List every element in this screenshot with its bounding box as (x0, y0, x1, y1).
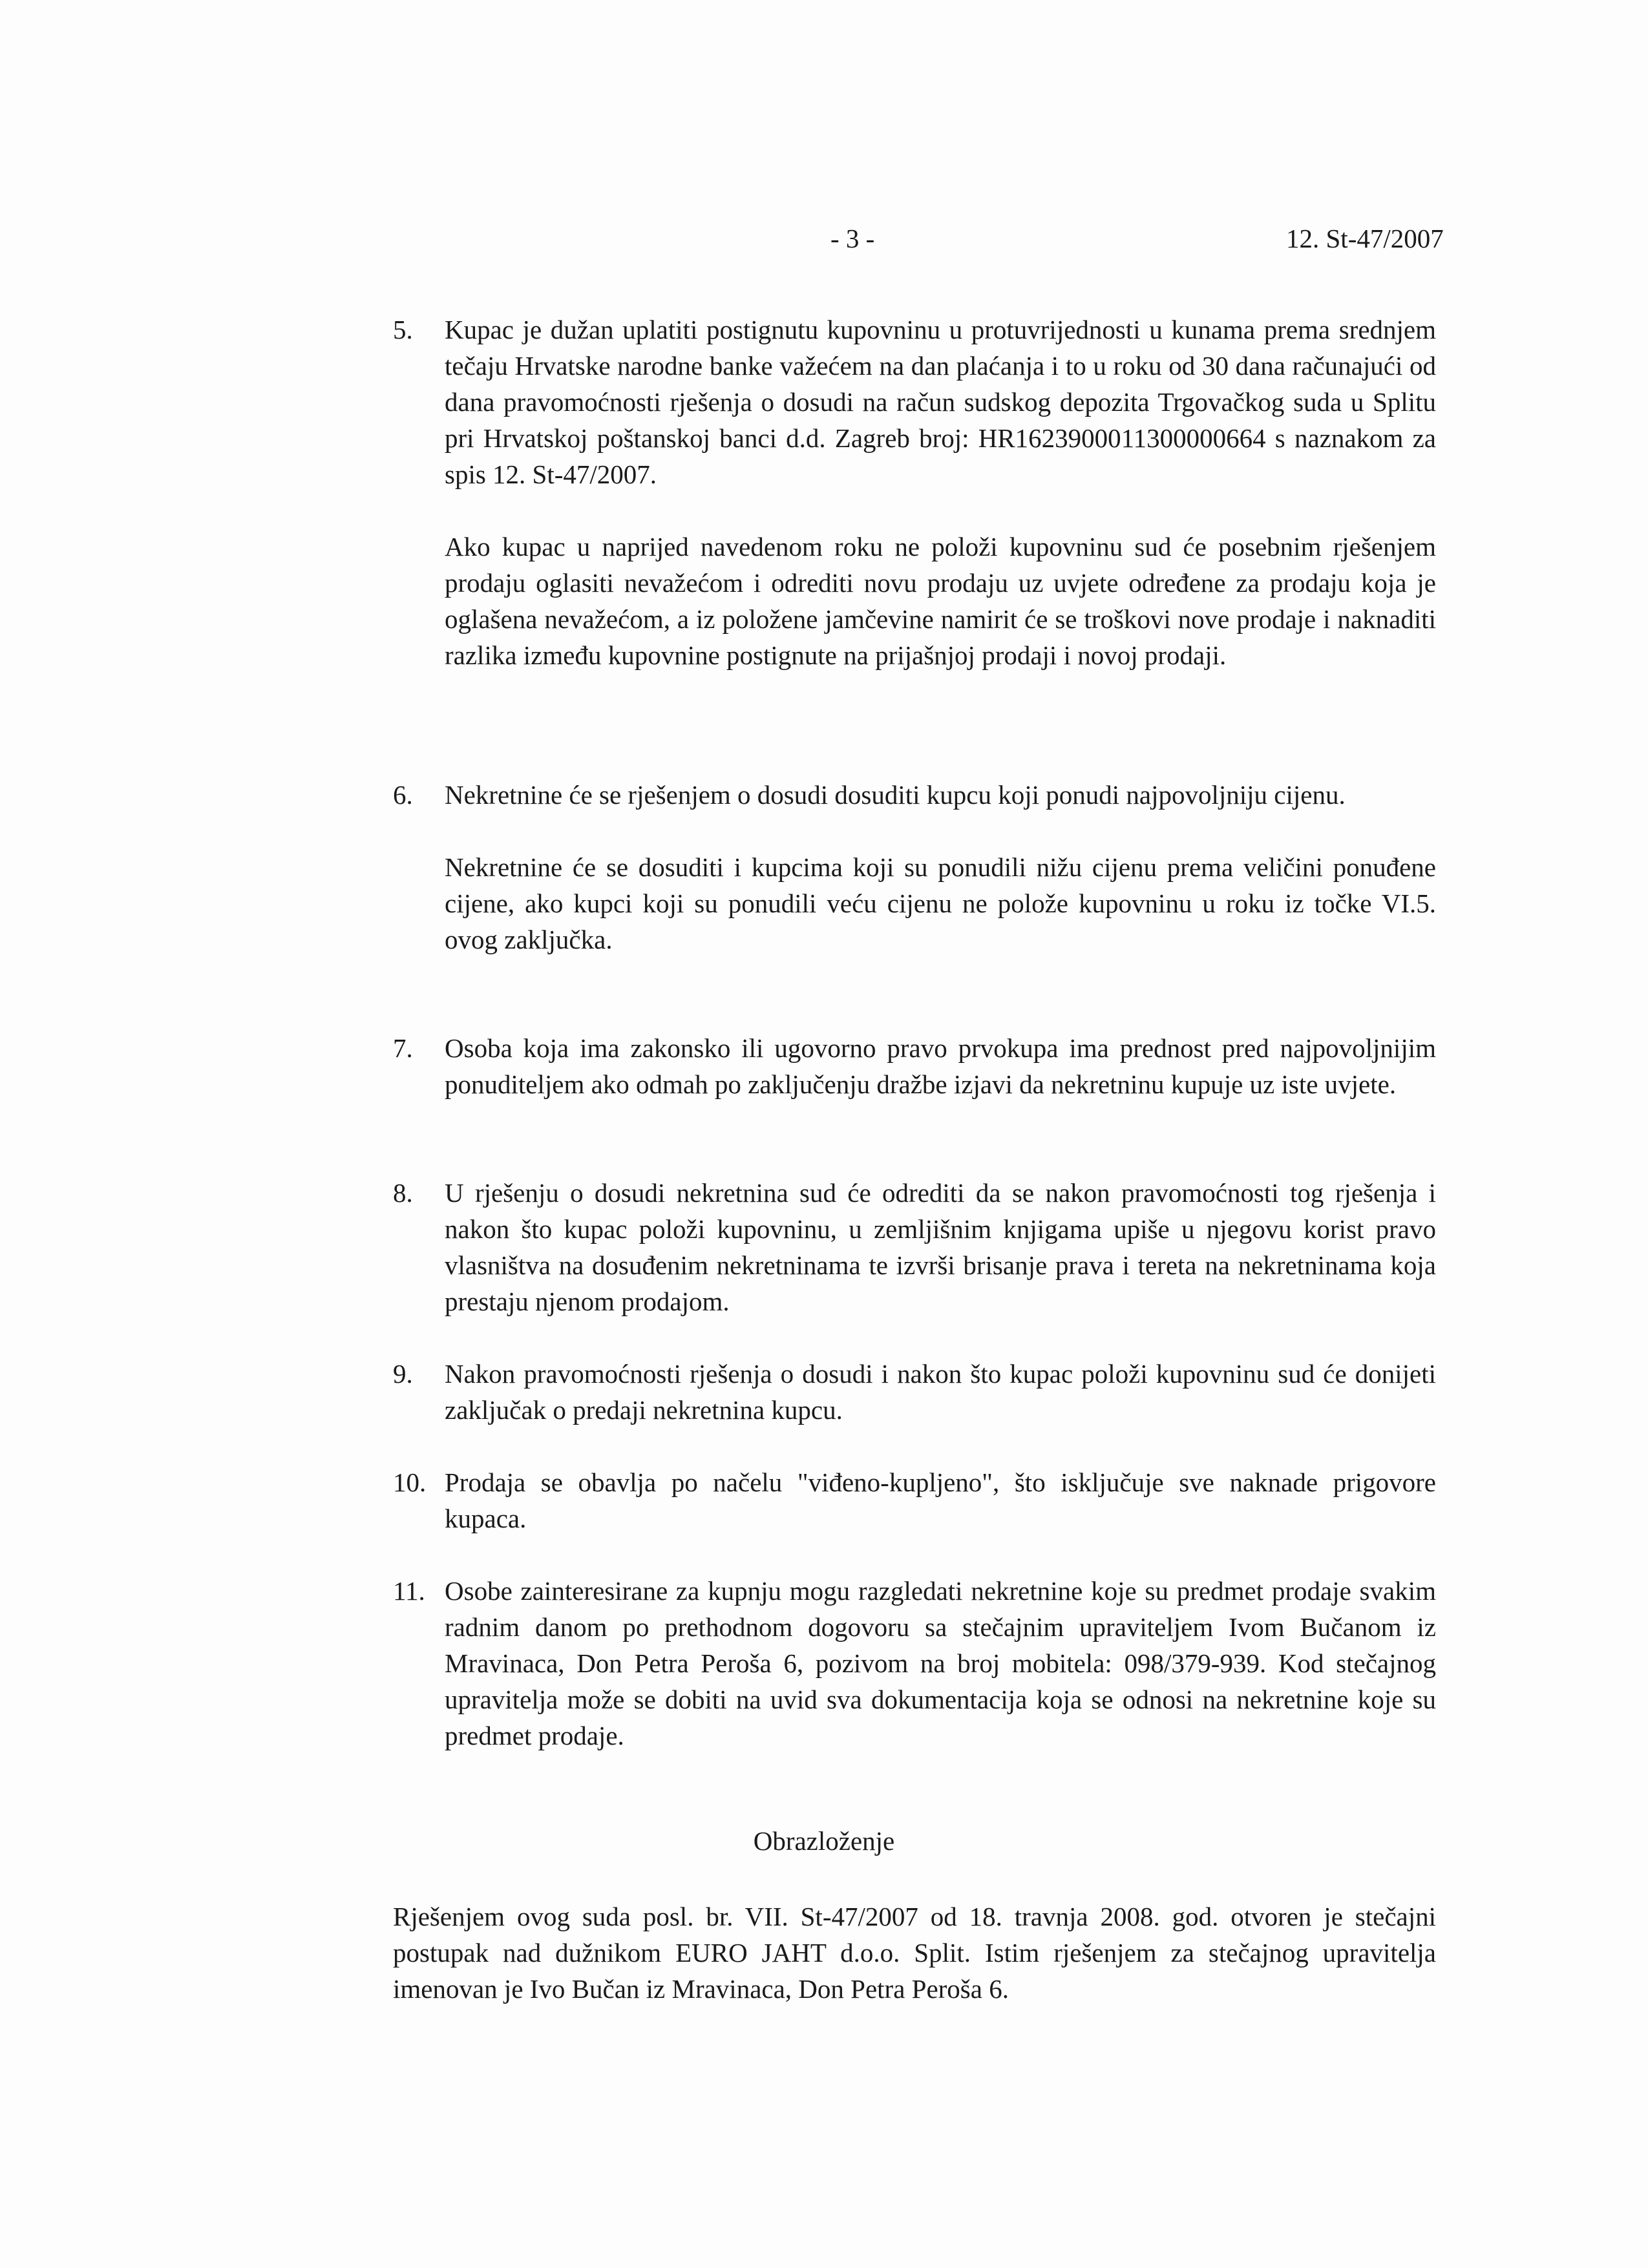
item-paragraph: U rješenju o dosudi nekretnina sud će odrediti da se nakon pravomoćnosti tog rješenja i nakon što kupac položi kupovninu, u zemljišnim knjigama upiše u njegovu korist pravo vlasništva na dosuđenim nekretninama te izvrši brisanje prava i tereta na nekretninama koja prestaju njenom prodajom. (445, 1178, 1436, 1316)
item-number: 9. (393, 1359, 413, 1389)
item-paragraph: Nakon pravomoćnosti rješenja o dosudi i nakon što kupac položi kupovninu sud će donijeti zaključak o predaji nekretnina kupcu. (445, 1359, 1436, 1425)
section-heading: Obrazloženje (753, 1826, 895, 1856)
list-item-10 (393, 1464, 1436, 1537)
item-number: 6. (393, 780, 413, 810)
item-paragraph: Kupac je dužan uplatiti postignutu kupovninu u protuvrijednosti u kunama prema srednjem tečaju Hrvatske narodne banke važećem na dan plaćanja i to u roku od 30 dana računajući od dana pravomoćnosti rješenja o dosudi na račun sudskog depozita Trgovačkog suda u Splitu pri Hrvatskoj poštanskoj banci d.d. Zagreb broj: HR1623900011300000664 s naznakom za spis 12. St-47/2007. (445, 315, 1436, 489)
page-number: - 3 - (830, 224, 875, 253)
reasoning-paragraph: Rješenjem ovog suda posl. br. VII. St-47/2007 od 18. travnja 2008. god. otvoren je stečajni postupak nad dužnikom EURO JAHT d.o.o. Split. Istim rješenjem za stečajnog upravitelja imenovan je Ivo Bučan iz Mravinaca, Don Petra Peroša 6. (393, 1902, 1436, 2004)
item-number: 10. (393, 1467, 427, 1497)
item-paragraph: Prodaja se obavlja po načelu "viđeno-kupljeno", što isključuje sve naknade prigovore kupaca. (445, 1467, 1436, 1533)
list-item-9 (393, 1356, 1436, 1428)
item-paragraph: Nekretnine će se dosuditi i kupcima koji su ponudili nižu cijenu prema veličini ponuđene cijene, ako kupci koji su ponudili veću cijenu ne polože kupovninu u roku iz točke VI.5. ovog zaključka. (445, 852, 1436, 954)
list-item-8 (393, 1175, 1436, 1319)
item-paragraph: Osobe zainteresirane za kupnju mogu razgledati nekretnine koje su predmet prodaje svakim radnim danom po prethodnom dogovoru sa stečajnim upraviteljem Ivom Bučanom iz Mravinaca, Don Petra Peroša 6, pozivom na broj mobitela: 098/379-939. Kod stečajnog upravitelja može se dobiti na uvid sva dokumentacija koja se odnosi na nekretnine koje su predmet prodaje. (445, 1576, 1436, 1750)
list-item-5 (393, 311, 1436, 673)
list-item-11 (393, 1573, 1436, 1754)
item-number: 11. (393, 1576, 425, 1606)
item-number: 5. (393, 315, 413, 344)
list-item-6 (393, 777, 1436, 958)
item-paragraph: Ako kupac u naprijed navedenom roku ne položi kupovninu sud će posebnim rješenjem prodaju oglasiti nevažećom i odrediti novu prodaju uz uvjete određene za prodaju koja je oglašena nevažećom, a iz položene jamčevine namirit će se troškovi nove prodaje i naknaditi razlika između kupovnine postignute na prijašnjoj prodaji i novoj prodaji. (445, 532, 1436, 670)
item-paragraph: Osoba koja ima zakonsko ili ugovorno pravo prvokupa ima prednost pred najpovoljnijim ponuditeljem ako odmah po zaključenju dražbe izjavi da nekretninu kupuje uz iste uvjete. (445, 1033, 1436, 1099)
item-paragraph: Nekretnine će se rješenjem o dosudi dosuditi kupcu koji ponudi najpovoljniju cijenu. (445, 780, 1346, 810)
list-item-7 (393, 1030, 1436, 1102)
item-number: 8. (393, 1178, 413, 1208)
page-header (0, 223, 1648, 262)
case-number: 12. St-47/2007 (1286, 224, 1444, 253)
item-number: 7. (393, 1033, 413, 1063)
